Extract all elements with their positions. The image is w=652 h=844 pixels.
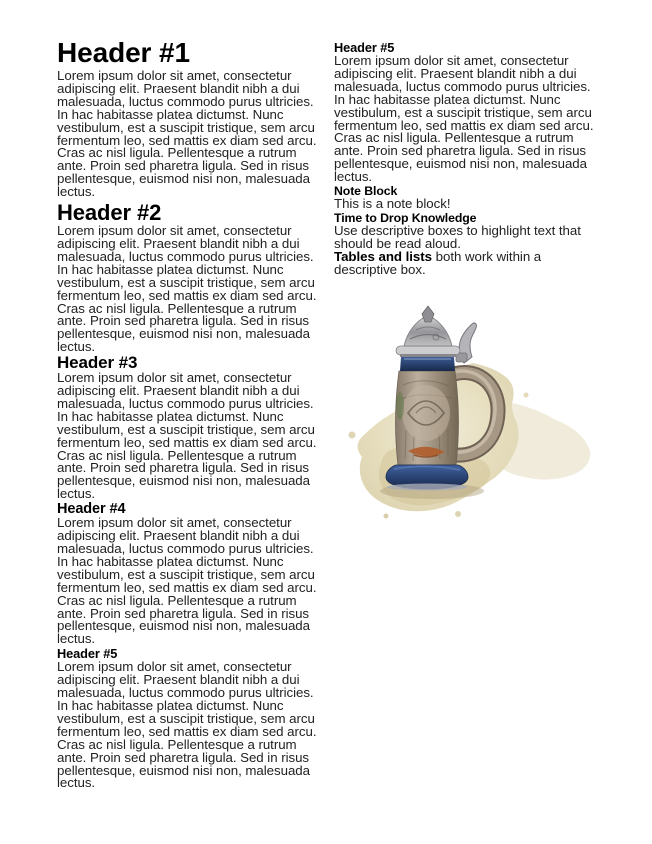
section-4-body: Lorem ipsum dolor sit amet, consectetur adipiscing elit. Praesent blandit nibh a dui malesuada, luctus commodo purus ultricies. In hac habitasse platea dictumst. Nunc vestibulum, est a suscipit tristique, sem arcu fermentum leo, sed mattis ex diam sed arcu. Cras ac nisl ligula. Pellentesque a rutrum ante. Proin sed pharetra ligula. Sed in risus pellentesque, euismod nisi non, malesuada lectus.: [57, 515, 317, 647]
body-green-hint: [396, 392, 404, 420]
lid-rim: [396, 346, 460, 355]
section-2-body: Lorem ipsum dolor sit amet, consectetur adipiscing elit. Praesent blandit nibh a dui malesuada, luctus commodo purus ultricies. In hac habitasse platea dictumst. Nunc vestibulum, est a suscipit tristique, sem arcu fermentum leo, sed mattis ex diam sed arcu. Cras ac nisl ligula. Pellentesque a rutrum ante. Proin sed pharetra ligula. Sed in risus pellentesque, euismod nisi non, malesuada lectus.: [57, 223, 317, 355]
base-rim: [387, 483, 467, 490]
tables-note-bold: Tables and lists: [334, 248, 432, 264]
lid-finial: [422, 306, 434, 322]
section-3-body: Lorem ipsum dolor sit amet, consectetur adipiscing elit. Praesent blandit nibh a dui malesuada, luctus commodo purus ultricies. In hac habitasse platea dictumst. Nunc vestibulum, est a suscipit tristique, sem arcu fermentum leo, sed mattis ex diam sed arcu. Cras ac nisl ligula. Pellentesque a rutrum ante. Proin sed pharetra ligula. Sed in risus pellentesque, euismod nisi non, malesuada lectus.: [57, 370, 317, 502]
header-5-right: Header #5: [334, 40, 395, 55]
wash-speckle: [349, 431, 356, 438]
right-column: [334, 40, 596, 532]
note-block-title: Note Block: [334, 184, 398, 199]
stein-figure: [340, 301, 602, 532]
section-5-body: Lorem ipsum dolor sit amet, consectetur adipiscing elit. Praesent blandit nibh a dui malesuada, luctus commodo purus ultricies. In hac habitasse platea dictumst. Nunc vestibulum, est a suscipit tristique, sem arcu fermentum leo, sed mattis ex diam sed arcu. Cras ac nisl ligula. Pellentesque a rutrum ante. Proin sed pharetra ligula. Sed in risus pellentesque, euismod nisi non, malesuada lectus.: [57, 659, 317, 791]
right-section-body: Lorem ipsum dolor sit amet, consectetur adipiscing elit. Praesent blandit nibh a dui malesuada, luctus commodo purus ultricies. In hac habitasse platea dictumst. Nunc vestibulum, est a suscipit tristique, sem arcu fermentum leo, sed mattis ex diam sed arcu. Cras ac nisl ligula. Pellentesque a rutrum ante. Proin sed pharetra ligula. Sed in risus pellentesque, euismod nisi non, malesuada lectus.: [334, 53, 594, 185]
left-column: [57, 38, 317, 790]
tables-note-rest: both work within a descriptive box.: [334, 248, 542, 277]
wash-speckle: [384, 513, 389, 518]
body-medallion: [402, 385, 450, 441]
wash-speckle: [455, 511, 461, 517]
knowledge-body: Use descriptive boxes to highlight text that should be read aloud.: [334, 222, 581, 251]
header-4: Header #4: [57, 501, 126, 518]
header-1: Header #1: [57, 37, 190, 68]
tables-note: [334, 248, 596, 277]
beer-stein-illustration: [340, 301, 602, 527]
wash-speckle: [524, 392, 529, 397]
header-2: Header #2: [57, 200, 162, 226]
knowledge-title: Time to Drop Knowledge: [334, 210, 477, 225]
header-5-left: Header #5: [57, 646, 118, 662]
lid-rim-shadow: [400, 354, 456, 357]
header-3: Header #3: [57, 353, 138, 373]
note-block-body: This is a note block!: [334, 196, 451, 212]
section-1-body: Lorem ipsum dolor sit amet, consectetur adipiscing elit. Praesent blandit nibh a dui malesuada, luctus commodo purus ultricies. In hac habitasse platea dictumst. Nunc vestibulum, est a suscipit tristique, sem arcu fermentum leo, sed mattis ex diam sed arcu. Cras ac nisl ligula. Pellentesque a rutrum ante. Proin sed pharetra ligula. Sed in risus pellentesque, euismod nisi non, malesuada lectus.: [57, 68, 317, 200]
